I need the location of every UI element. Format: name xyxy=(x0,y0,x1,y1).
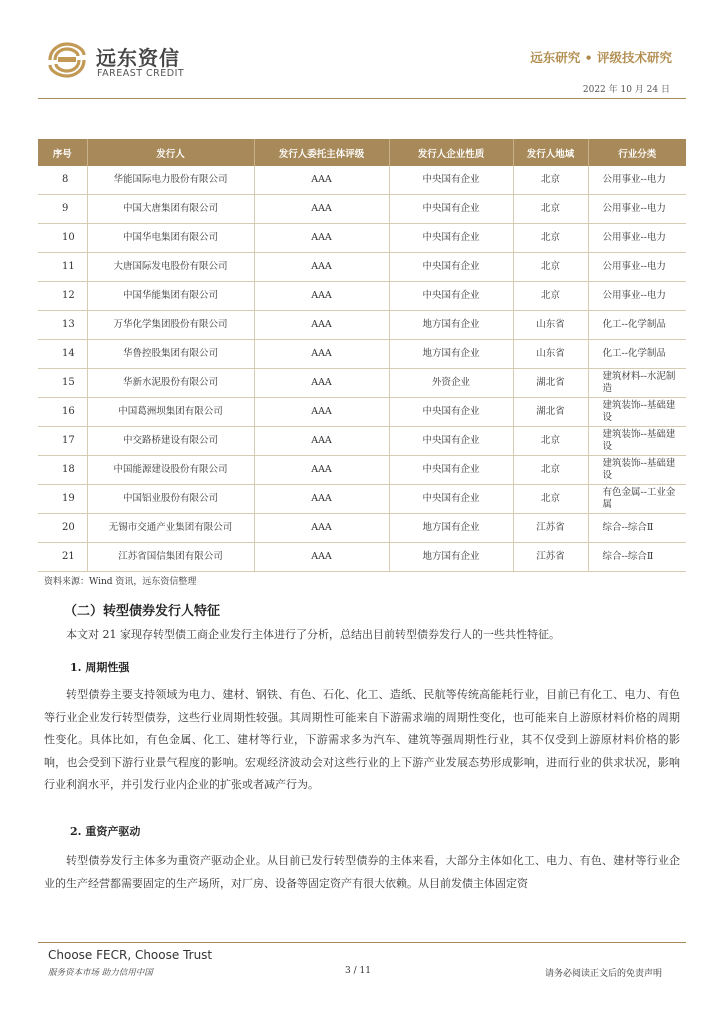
cell-nature: 中央国有企业 xyxy=(389,398,513,427)
cell-issuer: 江苏省国信集团有限公司 xyxy=(87,543,254,572)
logo-chinese-name: 远东资信 xyxy=(96,46,180,70)
cell-region: 江苏省 xyxy=(513,543,588,572)
cell-issuer: 中国铝业股份有限公司 xyxy=(87,485,254,514)
cell-issuer: 中交路桥建设有限公司 xyxy=(87,427,254,456)
cell-rating: AAA xyxy=(254,224,389,253)
cell-index: 21 xyxy=(38,543,87,572)
cell-index: 14 xyxy=(38,340,87,369)
issuer-table-body xyxy=(38,166,686,572)
cell-rating: AAA xyxy=(254,195,389,224)
cell-industry: 化工--化学制品 xyxy=(588,311,686,340)
logo-english-name: FAREAST CREDIT xyxy=(97,68,185,79)
cell-industry: 建筑装饰--基础建设 xyxy=(588,427,686,456)
cell-region: 山东省 xyxy=(513,340,588,369)
cell-rating: AAA xyxy=(254,427,389,456)
cell-industry: 建筑材料--水泥制造 xyxy=(588,369,686,398)
paragraph-cyclical: 转型债券主要支持领域为电力、建材、钢铁、有色、石化、化工、造纸、民航等传统高能耗行业，目前已有化工、电力、有色等行业企业发行转型债券，这些行业周期性较强。其周期性可能来自下游需求端的周期性变化，也可能来自上游原材料价格的周期性变化。具体比如，有色金属、化工、建材等行业，下游需求多为汽车、建筑等强周期性行业，其不仅受到上游原材料价格的影响，也会受到下游行业景气程度的影响。宏观经济波动会对这些行业的上下游产业发展态势形成影响，进而行业的供求状况，影响行业利润水平，并引发行业内企业的扩张或者减产行为。 xyxy=(44,688,680,791)
cell-index: 15 xyxy=(38,369,87,398)
cell-nature: 中央国有企业 xyxy=(389,456,513,485)
col-header-index: 序号 xyxy=(38,139,87,166)
cell-industry: 公用事业--电力 xyxy=(588,166,686,195)
cell-region: 山东省 xyxy=(513,311,588,340)
cell-index: 13 xyxy=(38,311,87,340)
cell-rating: AAA xyxy=(254,398,389,427)
col-header-rating: 发行人委托主体评级 xyxy=(254,139,389,166)
cell-nature: 地方国有企业 xyxy=(389,543,513,572)
cell-rating: AAA xyxy=(254,485,389,514)
table-row xyxy=(38,340,686,369)
table-row xyxy=(38,398,686,427)
cell-industry: 有色金属--工业金属 xyxy=(588,485,686,514)
cell-issuer: 华新水泥股份有限公司 xyxy=(87,369,254,398)
cell-industry: 化工--化学制品 xyxy=(588,340,686,369)
cell-nature: 中央国有企业 xyxy=(389,224,513,253)
table-row xyxy=(38,369,686,398)
header-divider xyxy=(38,98,686,99)
table-source-note: 资料来源：Wind 资讯，远东资信整理 xyxy=(44,577,197,587)
cell-rating: AAA xyxy=(254,166,389,195)
cell-index: 19 xyxy=(38,485,87,514)
col-header-nature: 发行人企业性质 xyxy=(389,139,513,166)
subsection-heading-cyclical: 1. 周期性强 xyxy=(70,661,130,674)
cell-industry: 建筑装饰--基础建设 xyxy=(588,398,686,427)
cell-industry: 公用事业--电力 xyxy=(588,253,686,282)
footer-divider xyxy=(38,942,686,943)
cell-nature: 地方国有企业 xyxy=(389,340,513,369)
col-header-industry: 行业分类 xyxy=(588,139,686,166)
cell-nature: 中央国有企业 xyxy=(389,166,513,195)
cell-nature: 中央国有企业 xyxy=(389,195,513,224)
issuer-table xyxy=(38,139,686,572)
table-row xyxy=(38,485,686,514)
cell-region: 北京 xyxy=(513,485,588,514)
cell-index: 18 xyxy=(38,456,87,485)
cell-region: 湖北省 xyxy=(513,369,588,398)
page-number: 3 / 11 xyxy=(345,966,371,976)
cell-issuer: 万华化学集团股份有限公司 xyxy=(87,311,254,340)
cell-issuer: 大唐国际发电股份有限公司 xyxy=(87,253,254,282)
subsection-heading-heavy-asset: 2. 重资产驱动 xyxy=(70,825,141,838)
cell-issuer: 华鲁控股集团有限公司 xyxy=(87,340,254,369)
cell-index: 8 xyxy=(38,166,87,195)
col-header-issuer: 发行人 xyxy=(87,139,254,166)
footer-slogan-chinese: 服务资本市场 助力信用中国 xyxy=(48,968,153,978)
cell-rating: AAA xyxy=(254,311,389,340)
cell-region: 江苏省 xyxy=(513,514,588,543)
cell-rating: AAA xyxy=(254,253,389,282)
cell-rating: AAA xyxy=(254,456,389,485)
table-row xyxy=(38,195,686,224)
cell-index: 11 xyxy=(38,253,87,282)
section-title: （二）转型债券发行人特征 xyxy=(64,604,221,619)
page-header xyxy=(0,0,724,100)
cell-region: 北京 xyxy=(513,166,588,195)
cell-industry: 公用事业--电力 xyxy=(588,282,686,311)
footer-slogan: Choose FECR, Choose Trust xyxy=(48,948,213,962)
cell-industry: 建筑装饰--基础建设 xyxy=(588,456,686,485)
table-row xyxy=(38,224,686,253)
table-row xyxy=(38,514,686,543)
report-date: 2022 年 10 月 24 日 xyxy=(582,85,670,95)
table-row xyxy=(38,253,686,282)
cell-nature: 地方国有企业 xyxy=(389,514,513,543)
cell-industry: 公用事业--电力 xyxy=(588,195,686,224)
cell-industry: 公用事业--电力 xyxy=(588,224,686,253)
cell-nature: 中央国有企业 xyxy=(389,253,513,282)
cell-rating: AAA xyxy=(254,543,389,572)
cell-region: 北京 xyxy=(513,224,588,253)
cell-index: 20 xyxy=(38,514,87,543)
cell-index: 10 xyxy=(38,224,87,253)
cell-rating: AAA xyxy=(254,282,389,311)
issuer-table-header xyxy=(38,139,686,166)
table-row xyxy=(38,543,686,572)
cell-region: 北京 xyxy=(513,195,588,224)
cell-issuer: 中国葛洲坝集团有限公司 xyxy=(87,398,254,427)
cell-nature: 中央国有企业 xyxy=(389,485,513,514)
cell-region: 北京 xyxy=(513,253,588,282)
cell-index: 12 xyxy=(38,282,87,311)
cell-issuer: 华能国际电力股份有限公司 xyxy=(87,166,254,195)
cell-nature: 中央国有企业 xyxy=(389,282,513,311)
fareast-credit-logo xyxy=(44,40,184,82)
cell-index: 16 xyxy=(38,398,87,427)
cell-industry: 综合--综合Ⅱ xyxy=(588,514,686,543)
paragraph-heavy-asset: 转型债券发行主体多为重资产驱动企业。从目前已发行转型债券的主体来看，大部分主体如化工、电力、有色、建材等行业企业的生产经营都需要固定的生产场所，对厂房、设备等固定资产有很大依赖。从目前发债主体固定资 xyxy=(44,854,680,890)
fareast-logo-icon xyxy=(44,40,90,80)
cell-region: 湖北省 xyxy=(513,398,588,427)
cell-index: 9 xyxy=(38,195,87,224)
cell-issuer: 中国华能集团有限公司 xyxy=(87,282,254,311)
table-row xyxy=(38,427,686,456)
cell-nature: 外资企业 xyxy=(389,369,513,398)
table-row xyxy=(38,456,686,485)
report-series-title: 远东研究 • 评级技术研究 xyxy=(530,50,672,65)
intro-paragraph: 本文对 21 家现存转型债工商企业发行主体进行了分析，总结出目前转型债券发行人的一些共性特征。 xyxy=(66,628,560,641)
col-header-region: 发行人地域 xyxy=(513,139,588,166)
cell-region: 北京 xyxy=(513,427,588,456)
cell-industry: 综合--综合Ⅱ xyxy=(588,543,686,572)
table-row xyxy=(38,311,686,340)
cell-nature: 地方国有企业 xyxy=(389,311,513,340)
cell-rating: AAA xyxy=(254,369,389,398)
cell-region: 北京 xyxy=(513,282,588,311)
cell-rating: AAA xyxy=(254,340,389,369)
cell-issuer: 中国大唐集团有限公司 xyxy=(87,195,254,224)
cell-rating: AAA xyxy=(254,514,389,543)
cell-issuer: 无锡市交通产业集团有限公司 xyxy=(87,514,254,543)
footer-disclaimer: 请务必阅读正文后的免责声明 xyxy=(544,969,662,979)
cell-region: 北京 xyxy=(513,456,588,485)
table-row xyxy=(38,166,686,195)
cell-index: 17 xyxy=(38,427,87,456)
cell-issuer: 中国华电集团有限公司 xyxy=(87,224,254,253)
cell-issuer: 中国能源建设股份有限公司 xyxy=(87,456,254,485)
table-row xyxy=(38,282,686,311)
cell-nature: 中央国有企业 xyxy=(389,427,513,456)
